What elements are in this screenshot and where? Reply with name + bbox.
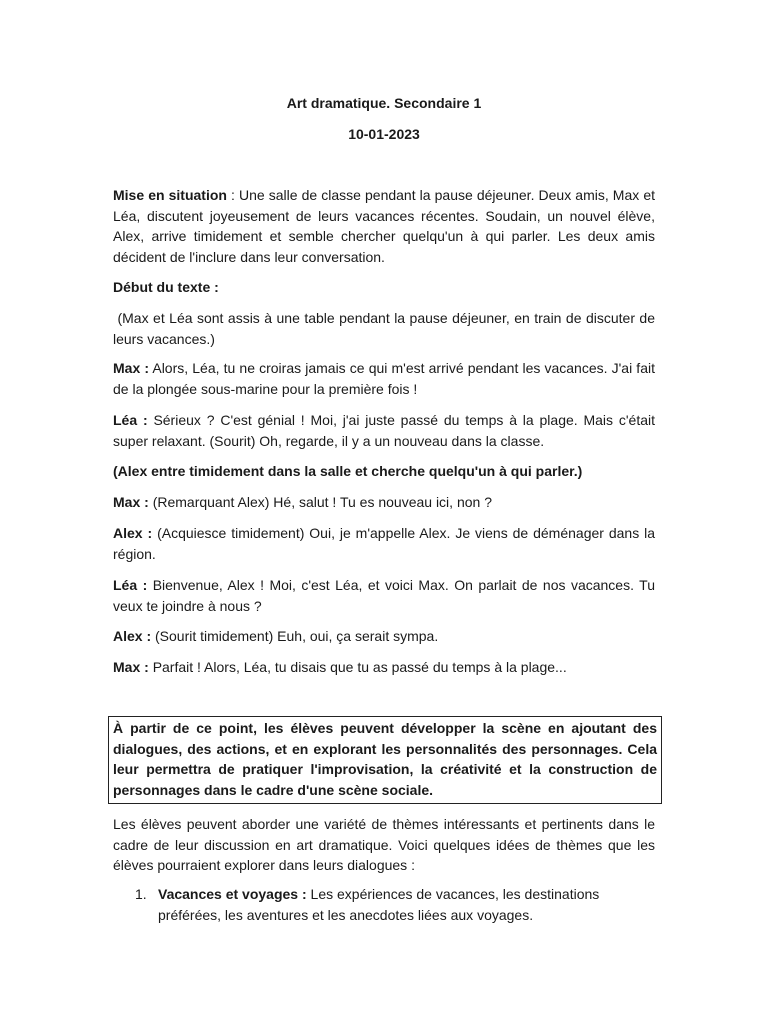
paragraph-stage-direction — [113, 308, 659, 349]
speaker-label: Alex : — [113, 525, 153, 541]
theme-label: Vacances et voyages : — [158, 886, 307, 902]
dialogue-text: (Sourit timidement) Euh, oui, ça serait sympa. — [155, 628, 439, 644]
dialogue-text: (Remarquant Alex) Hé, salut ! Tu es nouveau ici, non ? — [152, 494, 492, 510]
label-setting: Mise en situation — [113, 187, 227, 203]
dialogue-line — [113, 492, 655, 513]
dialogue-line — [113, 657, 655, 678]
dialogue-line — [113, 575, 655, 616]
list-number: 1. — [135, 886, 147, 902]
dialogue-text: Parfait ! Alors, Léa, tu disais que tu as passé du temps à la plage... — [152, 659, 567, 675]
themes-intro: Les élèves peuvent aborder une variété de thèmes intéressants et pertinents dans le cadre de leur discussion en art dramatique. Voici quelques idées de thèmes que les élèves pourraient explorer dans leurs dialogues : — [113, 816, 655, 874]
themes-list — [113, 884, 655, 925]
paragraph-text-start — [113, 277, 655, 298]
theme-text: Les expériences de vacances, les destinations préférées, les aventures et les anecdotes liées aux voyages. — [158, 886, 600, 923]
speaker-label: Max : — [113, 494, 149, 510]
dialogue-text: Alors, Léa, tu ne croiras jamais ce qui m'est arrivé pendant les vacances. J'ai fait de la plongée sous-marine pour la première fois ! — [113, 360, 655, 397]
text-setting: Une salle de classe pendant la pause déjeuner. Deux amis, Max et Léa, discutent joyeusement de leurs vacances récentes. Soudain, un nouvel élève, Alex, arrive timidement et semble chercher quelqu'un à qui parler. Les deux amis décident de l'inclure dans leur conversation. — [113, 187, 656, 265]
document-title: Art dramatique. Secondaire 1 — [286, 95, 482, 111]
stage-direction: (Max et Léa sont assis à une table pendant la pause déjeuner, en train de discuter de leurs vacances.) — [113, 310, 659, 347]
dialogue-text: Sérieux ? C'est génial ! Moi, j'ai juste passé du temps à la plage. Mais c'était super relaxant. (Sourit) Oh, regarde, il y a un nouveau dans la classe. — [113, 412, 655, 449]
stage-direction-bold — [113, 461, 655, 482]
dialogue-line — [113, 410, 655, 451]
speaker-label: Alex : — [113, 628, 152, 644]
dialogue-text: (Acquiesce timidement) Oui, je m'appelle Alex. Je viens de déménager dans la région. — [113, 525, 656, 562]
dialogue-line — [113, 626, 655, 647]
dialogue-line — [113, 358, 655, 399]
speaker-label: Léa : — [113, 577, 148, 593]
dialogue-line — [113, 523, 655, 564]
speaker-label: Max : — [113, 360, 150, 376]
document-date: 10-01-2023 — [348, 126, 420, 142]
stage-direction-label: (Alex entre timidement dans la salle et cherche quelqu'un à qui parler.) — [113, 463, 583, 479]
dialogue-text: Bienvenue, Alex ! Moi, c'est Léa, et voici Max. On parlait de nos vacances. Tu veux te joindre à nous ? — [113, 577, 655, 614]
instruction-text: À partir de ce point, les élèves peuvent développer la scène en ajoutant des dialogues, des actions, et en explorant les personnalités des personnages. Cela leur permettra de pratiquer l'improvisation, la créativité et la construction de personnages dans le cadre d'une scène sociale. — [113, 720, 657, 798]
instruction-box — [108, 716, 662, 804]
speaker-label: Léa : — [113, 412, 148, 428]
speaker-label: Max : — [113, 659, 149, 675]
list-item — [113, 884, 655, 925]
label-text-start: Début du texte : — [113, 279, 219, 295]
paragraph-setting: Mise en situation : Une salle de classe pendant la pause déjeuner. Deux amis, Max et Léa, discutent joyeusement de leurs vacances récentes. Soudain, un nouvel élève, Alex, arrive timidement et semble chercher quelqu'un à qui parler. Les deux amis décident de l'inclure dans leur conversation. — [113, 187, 656, 265]
